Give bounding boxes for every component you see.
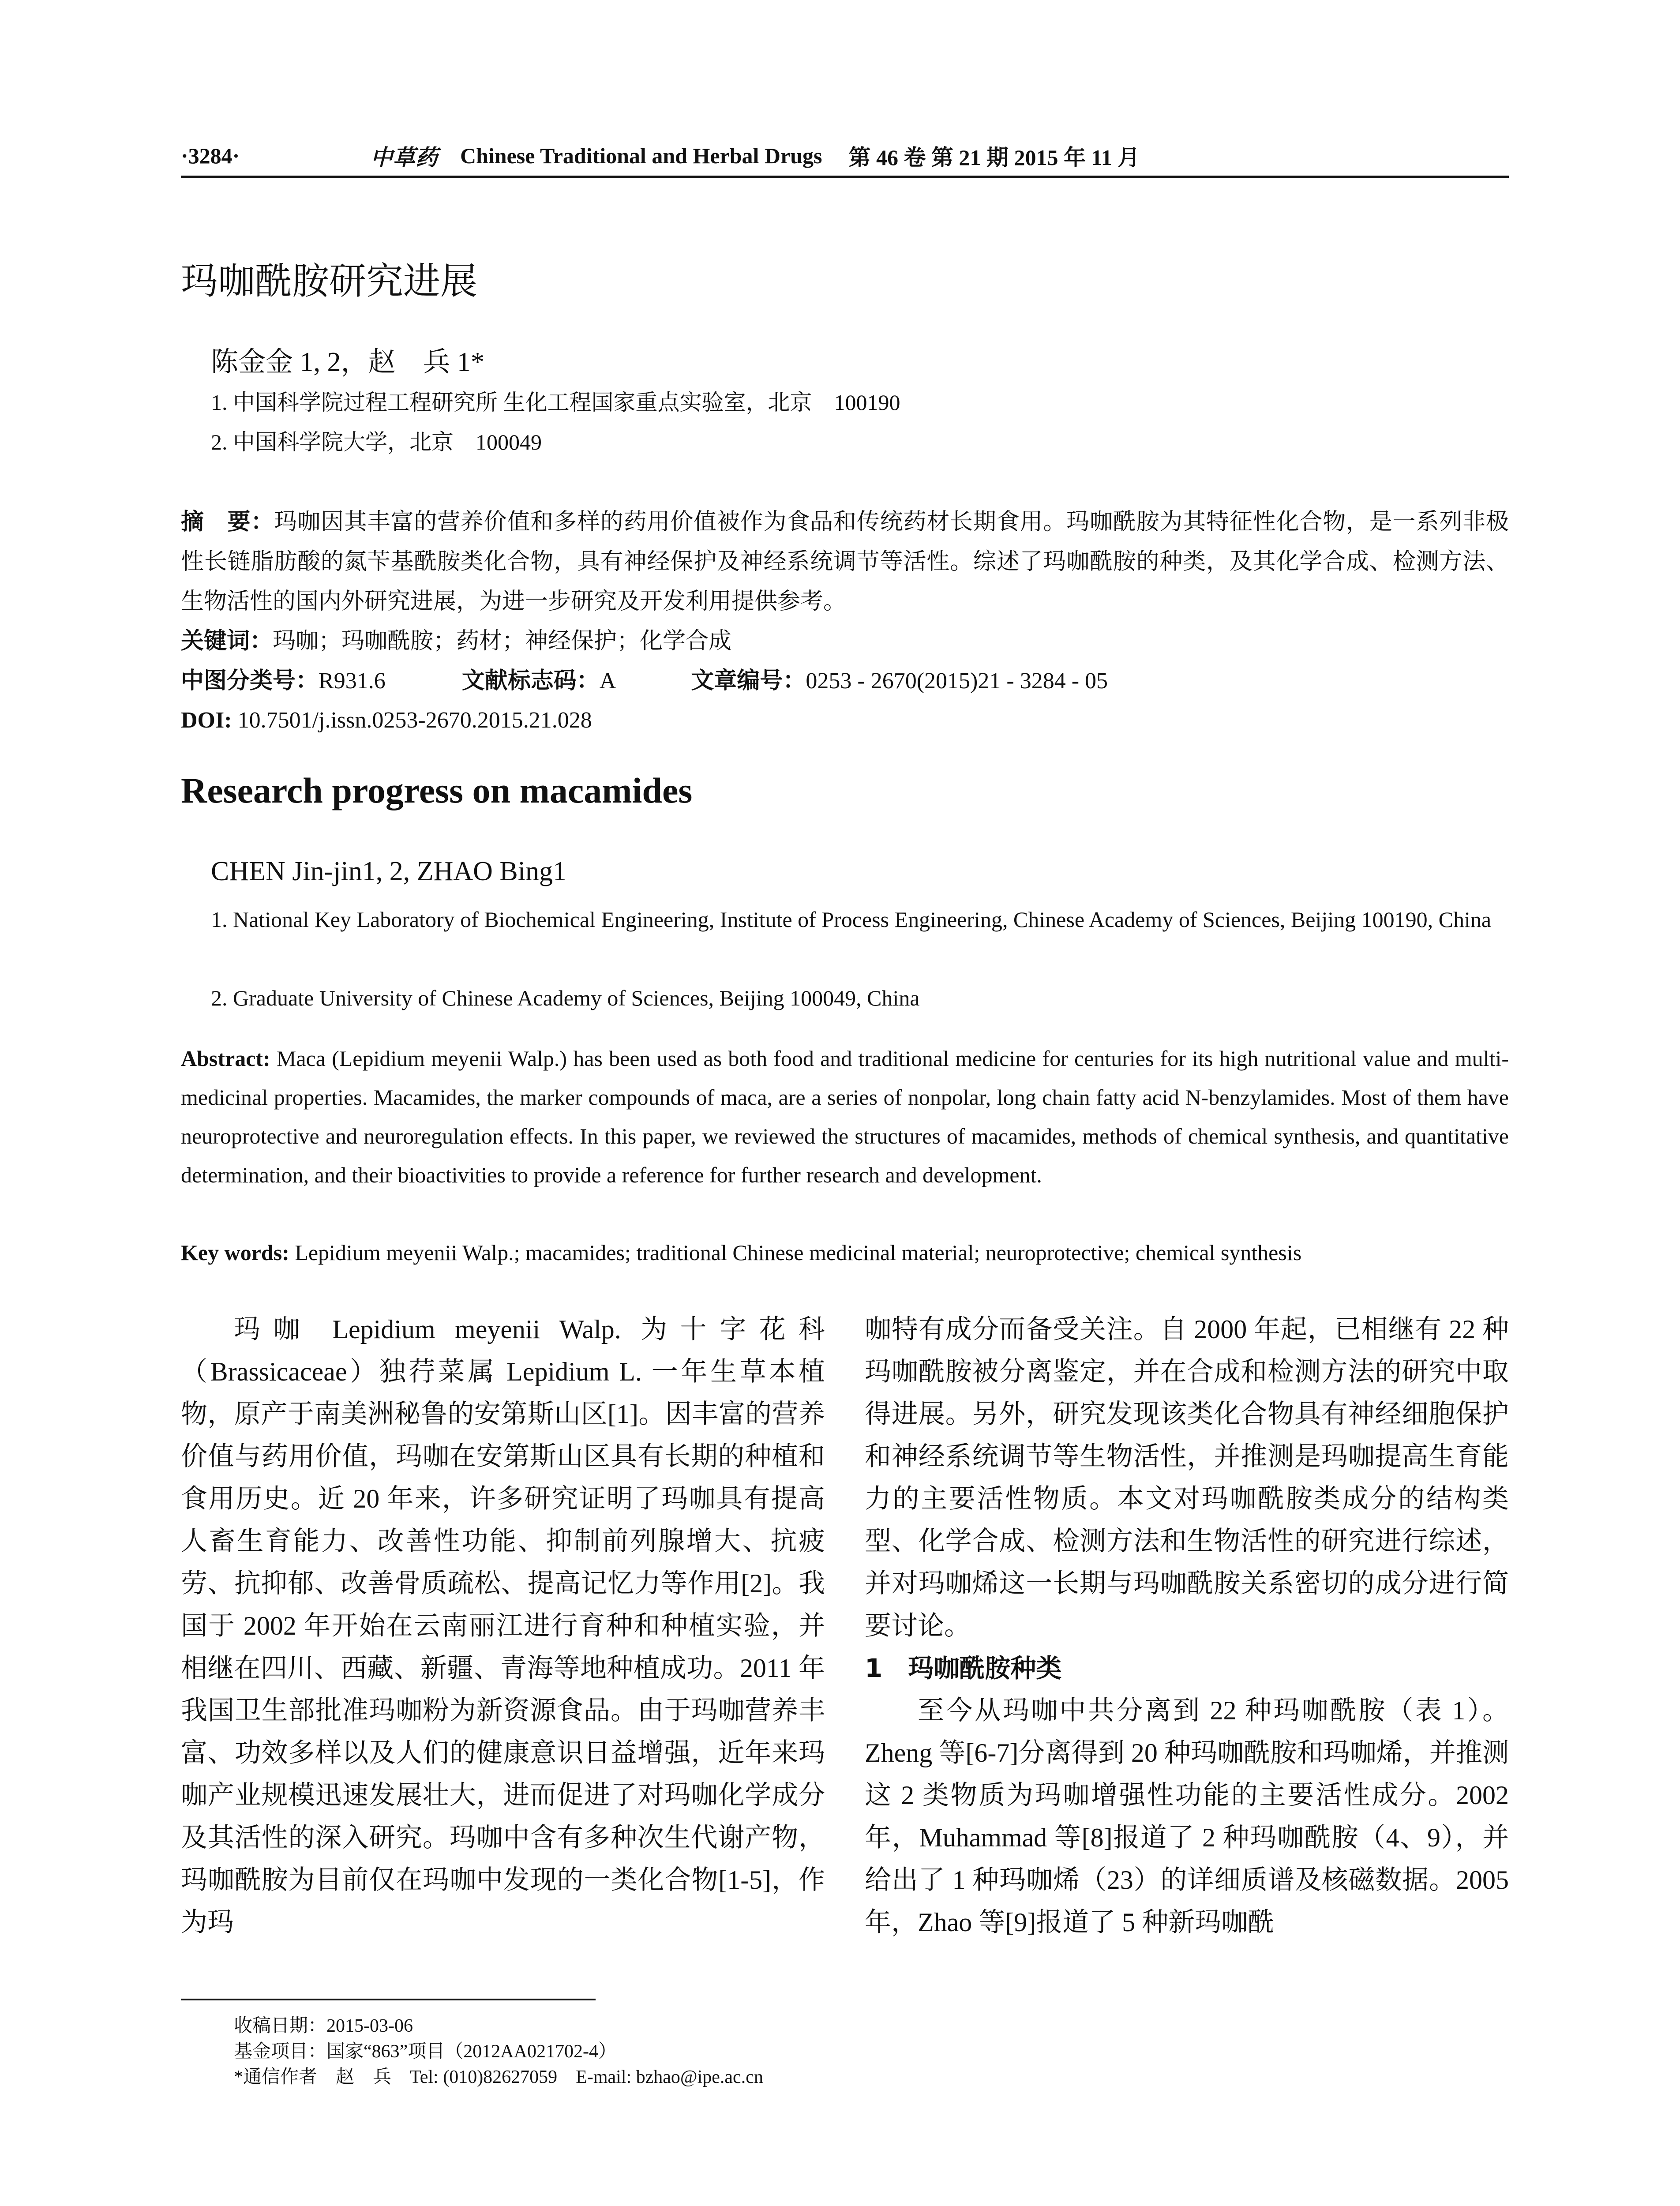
doi-line — [181, 701, 592, 740]
page-number: ·3284· — [181, 143, 240, 168]
section-heading-1: 1 玛咖酰胺种类 — [865, 1653, 1062, 1683]
abstract-en-text: Maca (Lepidium meyenii Walp.) has been used as both food and traditional medicine for centuries for its high nutritional value and multi-medicinal properties. Macamides, the marker compounds of maca, are a series of nonpolar, long chain fatty acid N-benzylamides. Most of them have neuroprotective and neuroregulation effects. In this paper, we reviewed the structures of macamides, methods of chemical synthesis, and quantitative determination, and their bioactivities to provide a reference for further research and development. — [181, 1046, 1509, 1187]
classification-line — [181, 661, 1509, 701]
article-number-label: 文章编号： — [691, 668, 806, 694]
running-header — [181, 140, 1509, 171]
journal-issue: 第 46 卷 第 21 期 2015 年 11 月 — [848, 145, 1140, 170]
abstract-cn — [181, 502, 1509, 622]
footnote-received: 收稿日期：2015-03-06 — [234, 2016, 413, 2036]
affiliation-cn-2: 2. 中国科学院大学，北京 100049 — [211, 430, 542, 454]
abstract-en-label: Abstract: — [181, 1046, 270, 1071]
affiliation-cn-1: 1. 中国科学院过程工程研究所 生化工程国家重点实验室，北京 100190 — [211, 390, 900, 415]
doc-code-label: 文献标志码： — [461, 668, 600, 694]
abstract-cn-label: 摘 要： — [181, 509, 274, 535]
keywords-cn — [181, 621, 731, 661]
doi-label: DOI: — [181, 708, 232, 733]
authors-en: CHEN Jin-jin1, 2, ZHAO Bing1 — [211, 856, 566, 886]
body-paragraph-left: 玛咖 Lepidium meyenii Walp. 为十字花科（Brassicaceae）独荇菜属 Lepidium L. 一年生草本植物，原产于南美洲秘鲁的安第斯山区[1]。因丰富的营养价值与药用价值，玛咖在安第斯山区具有长期的种植和食用历史。近 20 年来，许多研究证明了玛咖具有提高人畜生育能力、改善性功能、抑制前列腺增大、抗疲劳、抗抑郁、改善骨质疏松、提高记忆力等作用[2]。我国于 2002 年开始在云南丽江进行育种和种植实验，并相继在四川、西藏、新疆、青海等地种植成功。2011 年我国卫生部批准玛咖粉为新资源食品。由于玛咖营养丰富、功效多样以及人们的健康意识日益增强，近年来玛咖产业规模迅速发展壮大，进而促进了对玛咖化学成分及其活性的深入研究。玛咖中含有多种次生代谢产物，玛咖酰胺为目前仅在玛咖中发现的一类化合物[1-5]，作为玛 — [181, 1315, 825, 1937]
body-left-column — [181, 1308, 825, 1943]
header-rule — [181, 176, 1509, 178]
journal-name-cn: 中草药 — [371, 144, 438, 170]
keywords-en-text: Lepidium meyenii Walp.; macamides; traditional Chinese medicinal material; neuroprotective; chemical synthesis — [295, 1240, 1302, 1265]
affiliation-en-1: 1. National Key Laboratory of Biochemical Engineering, Institute of Process Engineering, Chinese Academy of Sciences, Beijing 100190, China — [211, 907, 1492, 932]
body-paragraph-right-2: 至今从玛咖中共分离到 22 种玛咖酰胺（表 1）。Zheng 等[6-7]分离得到 20 种玛咖酰胺和玛咖烯，并推测这 2 类物质为玛咖增强性功能的主要活性成分。2002 年，Muhammad 等[8]报道了 2 种玛咖酰胺（4、9），并给出了 1 种玛咖烯（23）的详细质谱及核磁数据。2005 年，Zhao 等[9]报道了 5 种新玛咖酰 — [865, 1696, 1509, 1937]
abstract-cn-text: 玛咖因其丰富的营养价值和多样的药用价值被作为食品和传统药材长期食用。玛咖酰胺为其特征性化合物，是一系列非极性长链脂肪酸的氮苄基酰胺类化合物，具有神经保护及神经系统调节等活性。综述了玛咖酰胺的种类，及其化学合成、检测方法、生物活性的国内外研究进展，为进一步研究及开发利用提供参考。 — [181, 510, 1509, 614]
keywords-cn-label: 关键词： — [181, 628, 273, 654]
article-title-en: Research progress on macamides — [181, 770, 693, 810]
keywords-cn-text: 玛咖；玛咖酰胺；药材；神经保护；化学合成 — [273, 629, 732, 654]
article-title-cn: 玛咖酰胺研究进展 — [181, 259, 478, 303]
abstract-en — [181, 1039, 1509, 1194]
authors-cn: 陈金金 1, 2，赵 兵 1* — [211, 347, 485, 377]
keywords-en-label: Key words: — [181, 1240, 289, 1265]
article-number-value: 0253 - 2670(2015)21 - 3284 - 05 — [806, 668, 1108, 694]
clc-label: 中图分类号： — [181, 668, 319, 694]
doc-code-value: A — [599, 668, 615, 694]
clc-value: R931.6 — [319, 668, 386, 694]
footnote-rule — [181, 1999, 596, 2000]
footnote-corresponding-author: *通信作者 赵 兵 Tel: (010)82627059 E-mail: bzhao@ipe.ac.cn — [234, 2067, 763, 2087]
doi-value: 10.7501/j.issn.0253-2670.2015.21.028 — [237, 708, 592, 733]
affiliation-en-2: 2. Graduate University of Chinese Academy of Sciences, Beijing 100049, China — [211, 986, 920, 1010]
keywords-en — [181, 1233, 1509, 1272]
footnote-fund: 基金项目：国家“863”项目（2012AA021702-4） — [234, 2041, 617, 2062]
body-paragraph-right-1: 咖特有成分而备受关注。自 2000 年起，已相继有 22 种玛咖酰胺被分离鉴定，并在合成和检测方法的研究中取得进展。另外，研究发现该类化合物具有神经细胞保护和神经系统调节等生物活性，并推测是玛咖提高生育能力的主要活性物质。本文对玛咖酰胺类成分的结构类型、化学合成、检测方法和生物活性的研究进行综述，并对玛咖烯这一长期与玛咖酰胺关系密切的成分进行简要讨论。 — [865, 1315, 1509, 1640]
journal-name-en: Chinese Traditional and Herbal Drugs — [460, 143, 822, 168]
body-right-column — [865, 1308, 1509, 1943]
